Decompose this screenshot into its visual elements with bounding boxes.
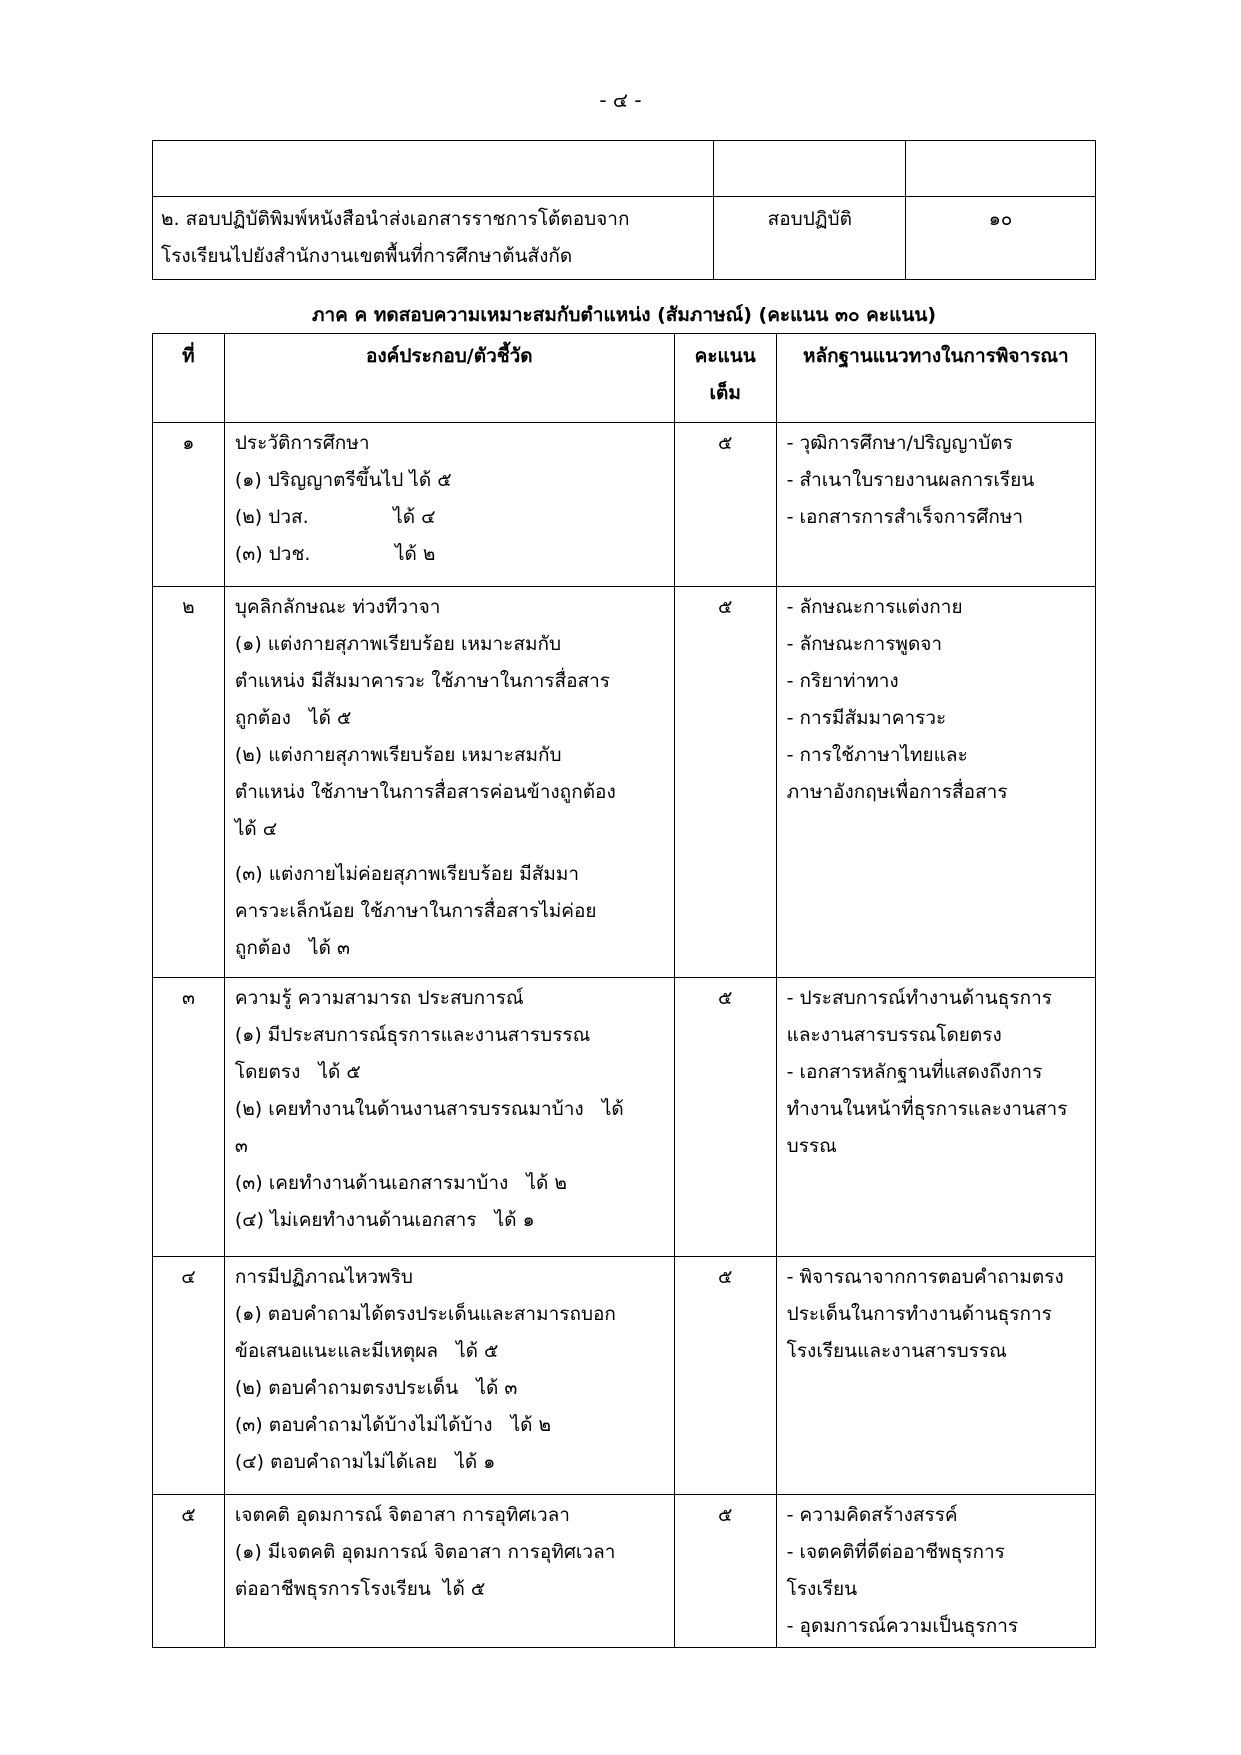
criteria-line: ถูกต้อง ได้ ๕ [234, 707, 352, 729]
criteria-line: (๒) แต่งกายสุภาพเรียบร้อย เหมาะสมกับ [234, 744, 562, 766]
row-score: ๕ [674, 1495, 776, 1648]
evidence-line: ภาษาอังกฤษเพื่อการสื่อสาร [786, 781, 1008, 803]
row-criteria [224, 1495, 674, 1648]
empty-cell [714, 141, 906, 197]
criteria-line: ถูกต้อง ได้ ๓ [234, 937, 350, 959]
criteria-line: ความรู้ ความสามารถ ประสบการณ์ [234, 987, 524, 1009]
test-score-cell: ๑๐ [906, 197, 1096, 280]
evidence-line: - อุดมการณ์ความเป็นธุรการ [786, 1615, 1019, 1637]
row-evidence [776, 1495, 1095, 1648]
criteria-line: (๑) ปริญญาตรีขึ้นไป ได้ ๕ [234, 469, 452, 491]
header-score-line: คะแนน [694, 345, 756, 367]
test-item-line: ๒. สอบปฏิบัติพิมพ์หนังสือนำส่งเอกสารราชการโต้ตอบจาก [161, 208, 630, 230]
evidence-line: - วุฒิการศึกษา/ปริญญาบัตร [786, 432, 1013, 454]
evidence-line: - กริยาท่าทาง [786, 670, 899, 692]
criteria-line: ตำแหน่ง ใช้ภาษาในการสื่อสารค่อนข้างถูกต้อง [234, 781, 616, 803]
row-score: ๕ [674, 978, 776, 1257]
criteria-line: (๓) ตอบคำถามได้บ้างไม่ได้บ้าง ได้ ๒ [234, 1414, 552, 1436]
header-score-line: เต็ม [709, 382, 741, 404]
row-score: ๕ [674, 423, 776, 587]
criteria-line: บุคลิกลักษณะ ท่วงทีวาจา [234, 596, 441, 618]
evidence-line: - เอกสารหลักฐานที่แสดงถึงการ [786, 1061, 1043, 1083]
row-criteria [224, 587, 674, 978]
evidence-line: - เจตคติที่ดีต่ออาชีพธุรการ [786, 1541, 1005, 1563]
row-no: ๓ [153, 978, 225, 1257]
row-score: ๕ [674, 587, 776, 978]
test-method-cell: สอบปฏิบัติ [714, 197, 906, 280]
criteria-line: (๑) มีประสบการณ์ธุรการและงานสารบรรณ [234, 1024, 591, 1046]
evidence-line: โรงเรียน [786, 1578, 858, 1600]
row-evidence [776, 587, 1095, 978]
criteria-line: (๒) ตอบคำถามตรงประเด็น ได้ ๓ [234, 1377, 518, 1399]
table-row [153, 978, 1096, 1257]
row-no: ๔ [153, 1257, 225, 1495]
criteria-line: ๓ [234, 1135, 248, 1157]
row-criteria [224, 978, 674, 1257]
row-no: ๒ [153, 587, 225, 978]
page-number: - ๔ - [599, 88, 642, 112]
criteria-line: (๔) ตอบคำถามไม่ได้เลย ได้ ๑ [234, 1451, 496, 1473]
evidence-line: ทำงานในหน้าที่ธุรการและงานสาร [786, 1098, 1068, 1120]
criteria-line: เจตคติ อุดมการณ์ จิตอาสา การอุทิศเวลา [234, 1504, 570, 1526]
row-criteria [224, 1257, 674, 1495]
evidence-line: ประเด็นในการทำงานด้านธุรการ [786, 1303, 1052, 1325]
row-evidence [776, 423, 1095, 587]
row-evidence [776, 978, 1095, 1257]
header-criteria: องค์ประกอบ/ตัวชี้วัด [224, 334, 674, 423]
criteria-line: (๔) ไม่เคยทำงานด้านเอกสาร ได้ ๑ [234, 1209, 535, 1231]
header-evidence: หลักฐานแนวทางในการพิจารณา [776, 334, 1095, 423]
evidence-line: - พิจารณาจากการตอบคำถามตรง [786, 1266, 1064, 1288]
criteria-line: คารวะเล็กน้อย ใช้ภาษาในการสื่อสารไม่ค่อย [234, 900, 597, 922]
section-title: ภาค ค ทดสอบความเหมาะสมกับตำแหน่ง (สัมภาษณ์) (คะแนน ๓๐ คะแนน) [311, 304, 936, 326]
criteria-line: (๑) มีเจตคติ อุดมการณ์ จิตอาสา การอุทิศเวลา [234, 1541, 616, 1563]
table-row [153, 587, 1096, 978]
evidence-line: - ลักษณะการแต่งกาย [786, 596, 963, 618]
table-row [153, 141, 1096, 197]
evidence-line: - ลักษณะการพูดจา [786, 633, 943, 655]
evidence-line: บรรณ [786, 1135, 837, 1157]
row-no: ๕ [153, 1495, 225, 1648]
evidence-line: - ประสบการณ์ทำงานด้านธุรการ [786, 987, 1052, 1009]
criteria-line: โดยตรง ได้ ๕ [234, 1061, 361, 1083]
criteria-line: ข้อเสนอแนะและมีเหตุผล ได้ ๕ [234, 1340, 499, 1362]
empty-cell [906, 141, 1096, 197]
table-row [153, 1257, 1096, 1495]
evidence-line: โรงเรียนและงานสารบรรณ [786, 1340, 1007, 1362]
empty-cell [153, 141, 714, 197]
evidence-line: - เอกสารการสำเร็จการศึกษา [786, 506, 1024, 528]
row-criteria [224, 423, 674, 587]
table-row [153, 1495, 1096, 1648]
criteria-line: (๑) แต่งกายสุภาพเรียบร้อย เหมาะสมกับ [234, 633, 562, 655]
criteria-line: (๓) แต่งกายไม่ค่อยสุภาพเรียบร้อย มีสัมมา [234, 863, 580, 885]
criteria-line: (๓) เคยทำงานด้านเอกสารมาบ้าง ได้ ๒ [234, 1172, 567, 1194]
criteria-line: ต่ออาชีพธุรการโรงเรียน ได้ ๕ [234, 1578, 486, 1600]
evidence-line: และงานสารบรรณโดยตรง [786, 1024, 1002, 1046]
spacer [235, 848, 664, 856]
test-item-line: โรงเรียนไปยังสำนักงานเขตพื้นที่การศึกษาต้นสังกัด [161, 245, 573, 267]
evidence-line: - การใช้ภาษาไทยและ [786, 744, 968, 766]
criteria-line: ประวัติการศึกษา [234, 432, 370, 454]
row-score: ๕ [674, 1257, 776, 1495]
evidence-line: - การมีสัมมาคารวะ [786, 707, 947, 729]
row-no: ๑ [153, 423, 225, 587]
criteria-line: (๒) เคยทำงานในด้านงานสารบรรณมาบ้าง ได้ [234, 1098, 624, 1120]
criteria-line: (๑) ตอบคำถามได้ตรงประเด็นและสามารถบอก [234, 1303, 616, 1325]
header-no: ที่ [153, 334, 225, 423]
criteria-line: การมีปฏิภาณไหวพริบ [234, 1266, 413, 1288]
header-score [674, 334, 776, 423]
evidence-line: - ความคิดสร้างสรรค์ [786, 1504, 958, 1526]
criteria-line: (๓) ปวช. ได้ ๒ [234, 543, 436, 565]
table-row [153, 197, 1096, 280]
header-row [153, 334, 1096, 423]
evidence-line: - สำเนาใบรายงานผลการเรียน [786, 469, 1035, 491]
test-item-cell [153, 197, 714, 280]
row-evidence [776, 1257, 1095, 1495]
interview-table [152, 333, 1096, 1648]
criteria-line: ตำแหน่ง มีสัมมาคารวะ ใช้ภาษาในการสื่อสาร [234, 670, 610, 692]
table-row [153, 423, 1096, 587]
criteria-line: (๒) ปวส. ได้ ๔ [234, 506, 436, 528]
practical-test-table [152, 140, 1096, 280]
criteria-line: ได้ ๔ [234, 818, 278, 840]
